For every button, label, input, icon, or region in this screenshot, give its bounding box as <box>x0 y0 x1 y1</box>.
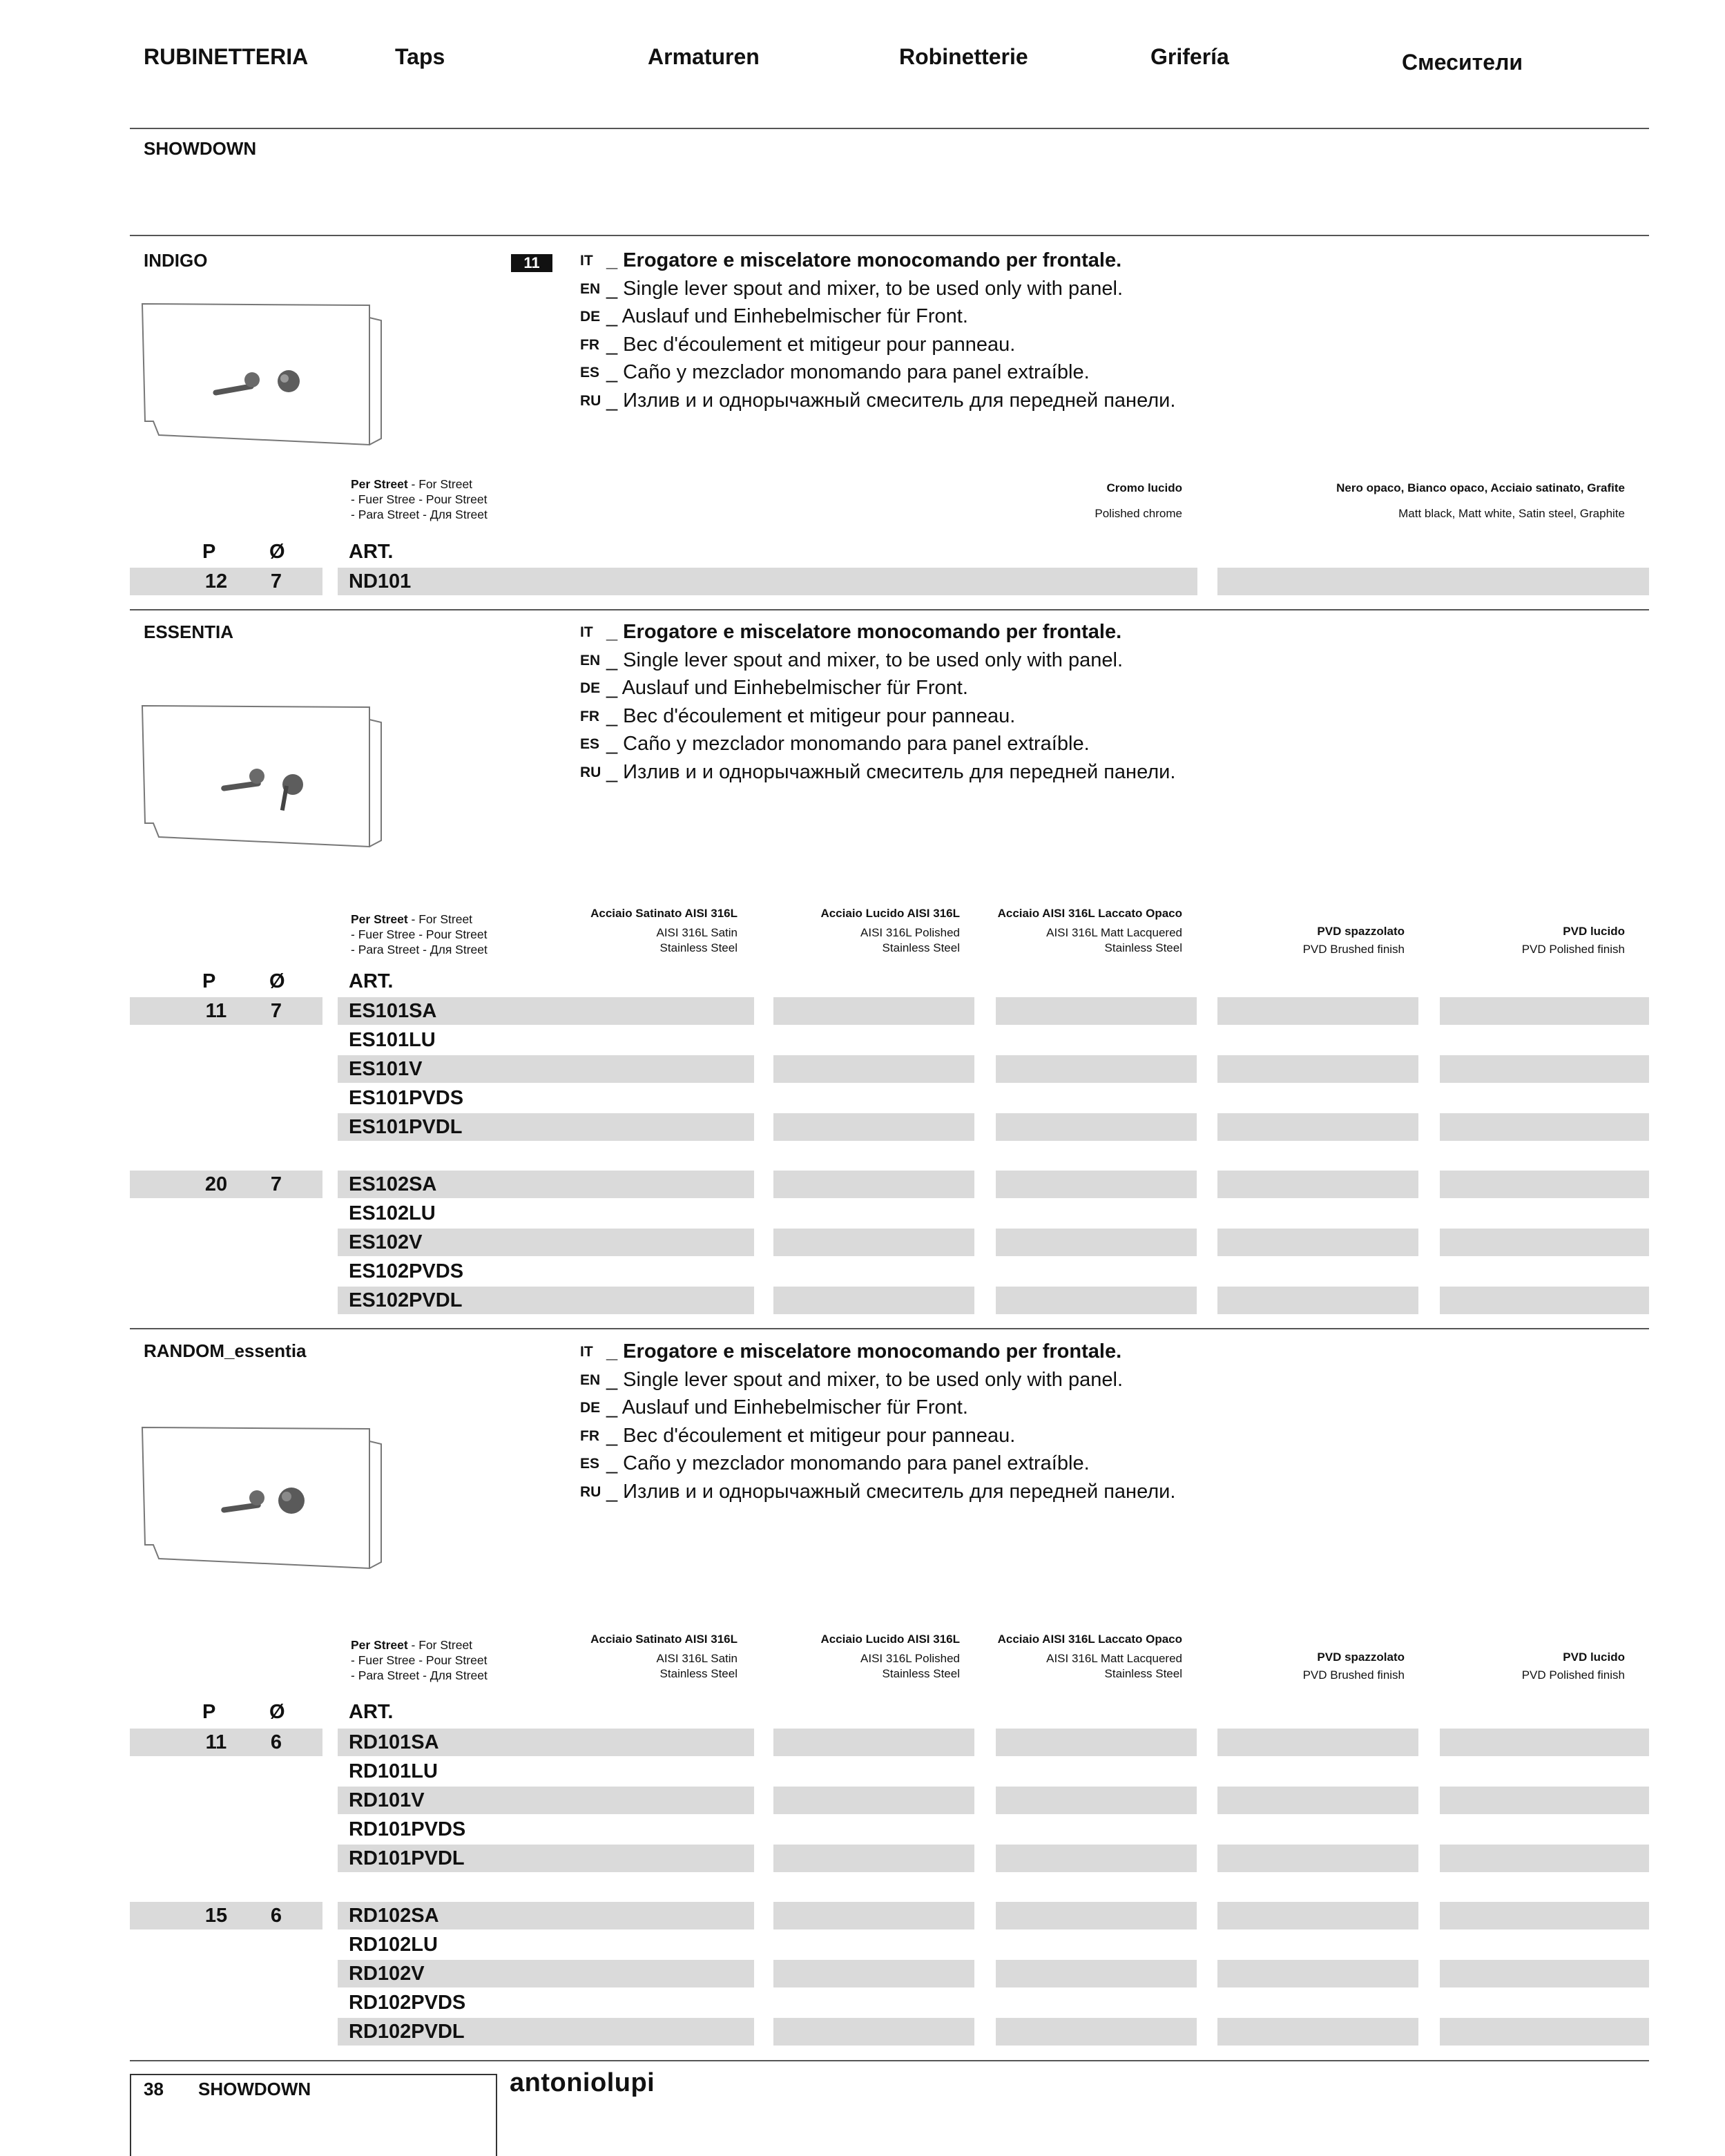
description-indigo: IT _ Erogatore e miscelatore monocomando per frontale. EN _ Single lever spout and mixer, to be used only with panel. DE _ Auslauf und Einhebelmischer für Front. FR _ Bec d'écoulement et mitigeur pour panneau. ES _ Caño y mezclador monomando para panel extraíble. RU _ Излив и и однорычажный смеситель для передней панели. <box>580 249 1176 412</box>
diameter-value: 7 <box>270 570 282 593</box>
finish-header-pvd-brushed: PVD spazzolato PVD Brushed finish <box>1302 1650 1405 1682</box>
table-row-bg <box>996 1113 1197 1141</box>
header-fr: Robinetterie <box>899 44 1028 69</box>
table-row-bg <box>996 1229 1197 1256</box>
finish-header-matt: Nero opaco, Bianco opaco, Acciaio satinato, Grafite Matt black, Matt white, Satin steel, Graphite <box>1336 481 1625 520</box>
article-code: ES102LU <box>349 1202 436 1225</box>
article-code: ES101LU <box>349 1028 436 1051</box>
header-ru: Смесители <box>1402 50 1523 75</box>
product-illustration-essentia <box>138 699 387 858</box>
table-row-bg <box>996 1055 1197 1083</box>
table-row-bg <box>996 1902 1197 1929</box>
table-row-bg <box>1217 1729 1418 1756</box>
product-illustration-indigo <box>138 297 387 456</box>
p-value: 20 <box>204 1173 228 1196</box>
article-code: ES102PVDL <box>349 1289 463 1311</box>
table-row-bg <box>773 1287 974 1314</box>
section-badge: 11 <box>511 254 552 272</box>
table-row-bg <box>1440 1287 1649 1314</box>
col-header-p: P <box>202 541 216 563</box>
finish-header-lacquered: Acciaio AISI 316L Laccato Opaco AISI 316L Matt Lacquered Stainless Steel <box>997 1633 1182 1680</box>
table-row-bg <box>1217 1902 1418 1929</box>
article-code: RD102PVDL <box>349 2021 465 2043</box>
article-code: ES101PVDS <box>349 1086 464 1109</box>
table-row-bg <box>773 1787 974 1814</box>
divider <box>130 1328 1649 1329</box>
col-header-art: ART. <box>349 970 394 992</box>
product-name-essentia: ESSENTIA <box>144 622 234 642</box>
footer-box <box>130 2074 497 2156</box>
header-es: Grifería <box>1150 44 1229 69</box>
table-row-bg <box>773 2018 974 2046</box>
table-row-bg <box>1440 2018 1649 2046</box>
table-row-bg <box>1217 1960 1418 1987</box>
street-labels: Per Street - For Street - Fuer Stree - Pour Street - Para Street - Для Street <box>351 477 488 521</box>
article-code: RD102LU <box>349 1934 438 1956</box>
table-row-bg <box>996 1171 1197 1198</box>
finish-header-pvd-polished: PVD lucido PVD Polished finish <box>1521 925 1625 956</box>
table-row-bg <box>1217 997 1418 1025</box>
table-row-bg <box>1217 1287 1418 1314</box>
table-row-bg <box>996 997 1197 1025</box>
article-code: RD102PVDS <box>349 1992 466 2014</box>
col-header-p: P <box>202 970 216 992</box>
description-random-essentia: IT _ Erogatore e miscelatore monocomando per frontale. EN _ Single lever spout and mixer, to be used only with panel. DE _ Auslauf und Einhebelmischer für Front. FR _ Bec d'écoulement et mitigeur pour panneau. ES _ Caño y mezclador monomando para panel extraíble. RU _ Излив и и однорычажный смеситель для передней панели. <box>580 1340 1176 1503</box>
table-row-bg <box>1217 1229 1418 1256</box>
table-row-bg <box>773 1229 974 1256</box>
col-header-art: ART. <box>349 541 394 563</box>
divider <box>130 609 1649 610</box>
diameter-value: 6 <box>270 1905 282 1927</box>
table-row-bg <box>1440 1960 1649 1987</box>
article-code: ES101V <box>349 1057 423 1080</box>
table-row-bg <box>773 1729 974 1756</box>
divider <box>130 235 1649 236</box>
table-row-bg <box>1440 1902 1649 1929</box>
table-row-bg <box>996 1729 1197 1756</box>
table-row-bg <box>996 1787 1197 1814</box>
footer-collection: SHOWDOWN <box>198 2079 311 2099</box>
product-name-random-essentia: RANDOM_essentia <box>144 1340 307 1361</box>
table-row-bg <box>996 1845 1197 1872</box>
article-code: RD102SA <box>349 1905 439 1927</box>
table-row-bg <box>1217 1113 1418 1141</box>
finish-header-satin: Acciaio Satinato AISI 316L AISI 316L Satin Stainless Steel <box>590 907 738 954</box>
finish-header-satin: Acciaio Satinato AISI 316L AISI 316L Satin Stainless Steel <box>590 1633 738 1680</box>
table-row-bg <box>1440 1055 1649 1083</box>
table-row-bg <box>1440 1171 1649 1198</box>
table-row-bg <box>1440 997 1649 1025</box>
brand-logo: antoniolupi <box>510 2068 655 2097</box>
finish-header-chrome: Cromo lucido Polished chrome <box>1095 481 1182 520</box>
table-row-bg <box>1440 1229 1649 1256</box>
diameter-value: 7 <box>270 1173 282 1196</box>
article-code: RD101SA <box>349 1731 439 1753</box>
finish-header-pvd-polished: PVD lucido PVD Polished finish <box>1521 1650 1625 1682</box>
article-code: RD101PVDL <box>349 1847 465 1869</box>
col-header-p: P <box>202 1701 216 1723</box>
table-row-bg <box>1217 568 1649 595</box>
table-row-bg <box>773 1113 974 1141</box>
description-essentia: IT _ Erogatore e miscelatore monocomando per frontale. EN _ Single lever spout and mixer, to be used only with panel. DE _ Auslauf und Einhebelmischer für Front. FR _ Bec d'écoulement et mitigeur pour panneau. ES _ Caño y mezclador monomando para panel extraíble. RU _ Излив и и однорычажный смеситель для передней панели. <box>580 621 1176 783</box>
article-code: RD102V <box>349 1963 425 1985</box>
article-code: ES102V <box>349 1231 423 1254</box>
article-code: RD101V <box>349 1789 425 1811</box>
table-row-bg <box>773 1055 974 1083</box>
table-row-bg <box>773 1171 974 1198</box>
p-value: 11 <box>205 1000 227 1022</box>
header-en: Taps <box>395 44 445 69</box>
article-code: ES102SA <box>349 1173 437 1196</box>
header-de: Armaturen <box>648 44 760 69</box>
diameter-value: 6 <box>270 1731 282 1753</box>
col-header-diameter: Ø <box>269 541 285 563</box>
table-row-bg <box>773 1960 974 1987</box>
table-row-bg <box>773 1902 974 1929</box>
table-row-bg <box>996 1960 1197 1987</box>
finish-header-lacquered: Acciaio AISI 316L Laccato Opaco AISI 316L Matt Lacquered Stainless Steel <box>997 907 1182 954</box>
product-name-indigo: INDIGO <box>144 250 208 271</box>
table-row-bg <box>773 1845 974 1872</box>
table-row-bg <box>1217 1845 1418 1872</box>
collection-title: SHOWDOWN <box>144 138 257 159</box>
table-row-bg <box>1440 1787 1649 1814</box>
finish-header-polished: Acciaio Lucido AISI 316L AISI 316L Polished Stainless Steel <box>820 907 960 954</box>
table-row-bg <box>1440 1113 1649 1141</box>
finish-header-polished: Acciaio Lucido AISI 316L AISI 316L Polished Stainless Steel <box>820 1633 960 1680</box>
p-value: 11 <box>205 1731 227 1753</box>
table-row-bg <box>338 568 1197 595</box>
diameter-value: 7 <box>270 1000 282 1022</box>
table-row-bg <box>1440 1729 1649 1756</box>
page-number: 38 <box>144 2079 164 2099</box>
p-value: 12 <box>204 570 228 593</box>
table-row-bg <box>773 997 974 1025</box>
divider <box>130 128 1649 129</box>
article-code: RD101PVDS <box>349 1818 466 1840</box>
header-it: RUBINETTERIA <box>144 44 309 69</box>
article-code: ES101SA <box>349 1000 437 1022</box>
article-code: ES102PVDS <box>349 1260 464 1283</box>
p-value: 15 <box>204 1905 228 1927</box>
article-code: ND101 <box>349 570 412 593</box>
table-row-bg <box>1217 2018 1418 2046</box>
col-header-art: ART. <box>349 1701 394 1723</box>
finish-header-pvd-brushed: PVD spazzolato PVD Brushed finish <box>1302 925 1405 956</box>
table-row-bg <box>996 1287 1197 1314</box>
article-code: ES101PVDL <box>349 1115 463 1138</box>
table-row-bg <box>996 2018 1197 2046</box>
col-header-diameter: Ø <box>269 970 285 992</box>
street-labels: Per Street - For Street - Fuer Stree - Pour Street - Para Street - Для Street <box>351 912 488 956</box>
product-illustration-random-essentia <box>138 1421 387 1579</box>
table-row-bg <box>1217 1787 1418 1814</box>
article-code: RD101LU <box>349 1760 438 1782</box>
col-header-diameter: Ø <box>269 1701 285 1723</box>
divider <box>130 2060 1649 2061</box>
table-row-bg <box>1440 1845 1649 1872</box>
table-row-bg <box>1217 1171 1418 1198</box>
table-row-bg <box>1217 1055 1418 1083</box>
street-labels: Per Street - For Street - Fuer Stree - Pour Street - Para Street - Для Street <box>351 1638 488 1682</box>
